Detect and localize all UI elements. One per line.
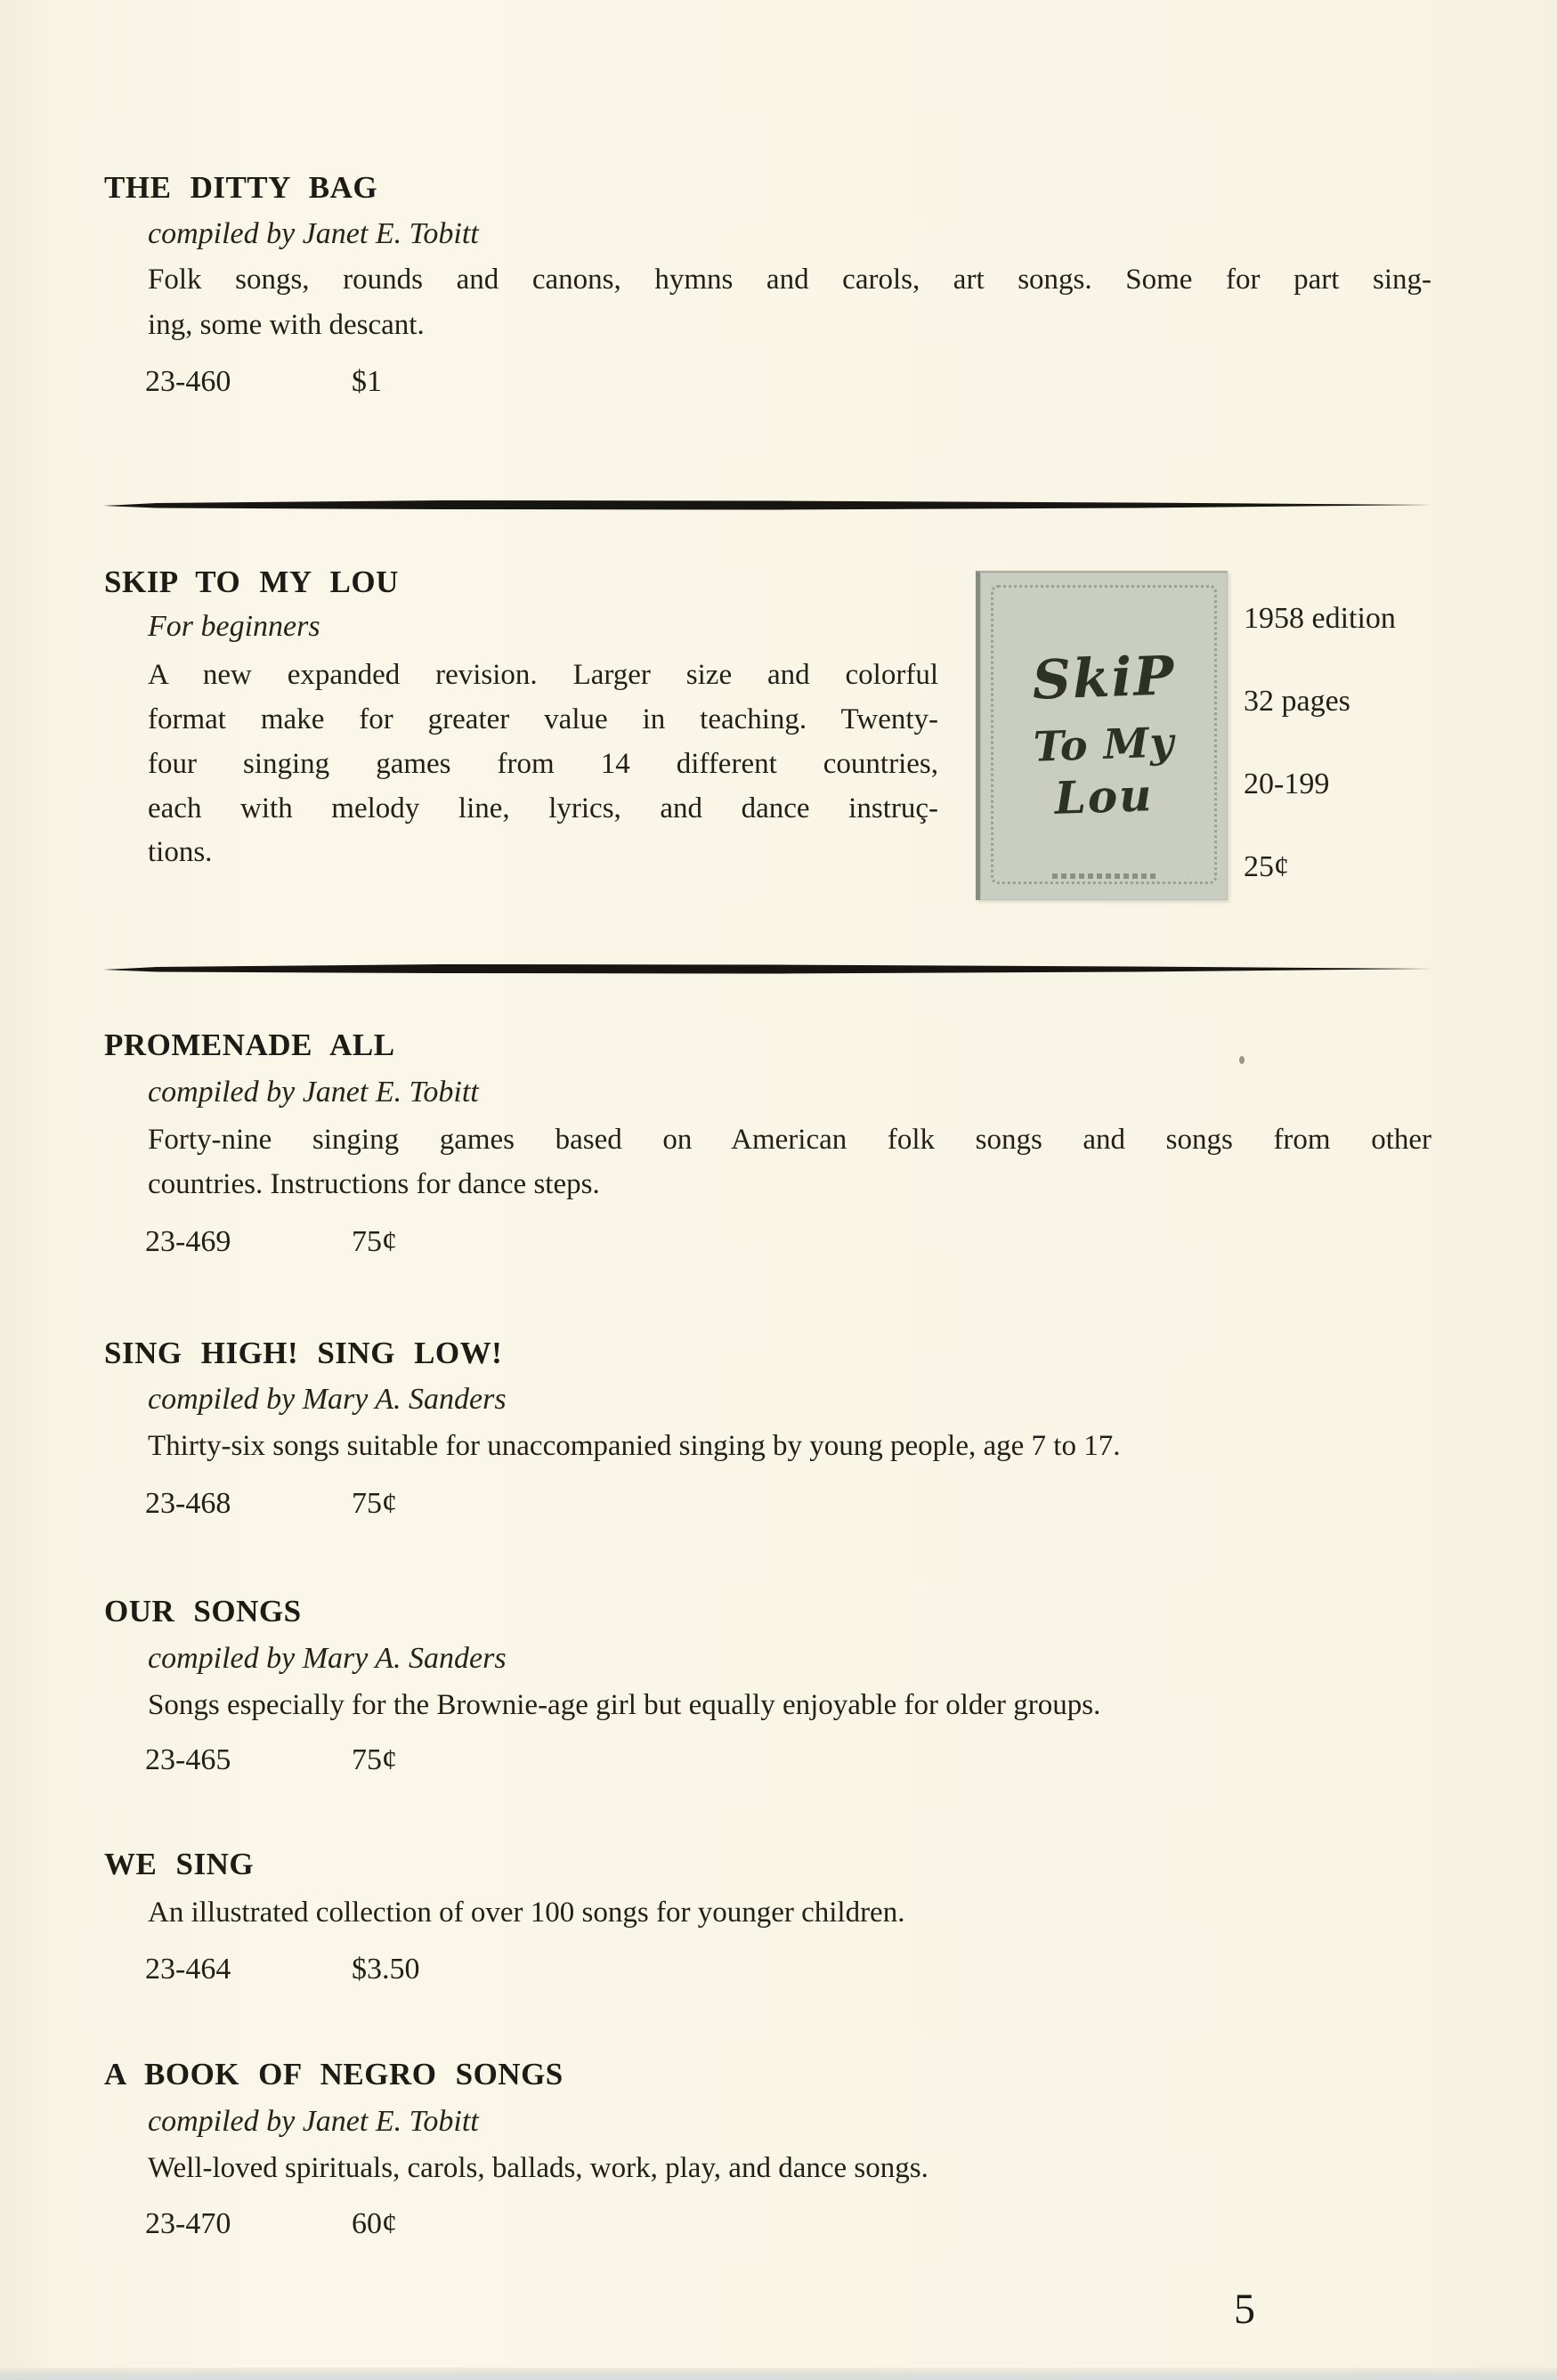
section-divider — [103, 963, 1431, 975]
book-title: OUR SONGS — [104, 1594, 302, 1629]
book-title: PROMENADE ALL — [104, 1028, 395, 1062]
catalog-number: 23-464 — [145, 1953, 231, 1986]
book-description-line: tions. — [148, 836, 213, 868]
book-byline: compiled by Janet E. Tobitt — [148, 217, 479, 250]
catalog-number: 23-460 — [145, 365, 231, 398]
price: 75¢ — [352, 1743, 397, 1776]
price: 75¢ — [352, 1487, 397, 1520]
book-description-line: format make for greater value in teaching. Twenty- — [148, 703, 938, 735]
book-description-line: four singing games from 14 different countries, — [148, 748, 938, 780]
divider-rule — [103, 963, 1431, 975]
book-title: SKIP TO MY LOU — [104, 565, 399, 599]
book-title: WE SING — [104, 1847, 255, 1881]
book-cover-image — [976, 571, 1228, 900]
book-description-line: ing, some with descant. — [148, 309, 425, 341]
catalog-number: 23-465 — [145, 1743, 231, 1776]
price: 60¢ — [352, 2207, 397, 2240]
cover-caption-decoration — [1052, 873, 1156, 879]
edition-detail: 1958 edition — [1244, 602, 1396, 635]
price: $3.50 — [352, 1953, 420, 1986]
edition-details — [1244, 600, 1396, 886]
price: 75¢ — [352, 1225, 397, 1258]
edition-detail: 25¢ — [1244, 850, 1289, 883]
price: $1 — [352, 365, 382, 398]
book-description-line: countries. Instructions for dance steps. — [148, 1168, 600, 1200]
book-byline: compiled by Janet E. Tobitt — [148, 2105, 479, 2138]
book-title: SING HIGH! SING LOW! — [104, 1336, 503, 1370]
book-description-line: An illustrated collection of over 100 songs for younger children. — [148, 1897, 905, 1929]
cover-title-line: To My — [1032, 718, 1176, 771]
book-title: A BOOK OF NEGRO SONGS — [104, 2057, 564, 2092]
edition-detail: 32 pages — [1244, 685, 1350, 718]
book-byline: compiled by Janet E. Tobitt — [148, 1076, 479, 1109]
book-description-line: each with melody line, lyrics, and dance instruç- — [148, 792, 938, 824]
section-divider — [103, 500, 1431, 511]
divider-rule — [103, 500, 1431, 511]
scan-artifact-dot — [1239, 1056, 1245, 1064]
book-byline: For beginners — [148, 610, 320, 643]
book-description-line: Songs especially for the Brownie-age girl but equally enjoyable for older groups. — [148, 1689, 1101, 1721]
cover-title-line: Lou — [1053, 768, 1155, 824]
book-description-line: Forty-nine singing games based on American folk songs and songs from other — [148, 1124, 1431, 1156]
edition-detail: 20-199 — [1244, 768, 1330, 800]
book-description-line: Thirty-six songs suitable for unaccompanied singing by young people, age 7 to 17. — [148, 1430, 1121, 1462]
scan-bottom-edge — [0, 2368, 1557, 2380]
book-title: THE DITTY BAG — [104, 170, 378, 205]
book-description-line: Well-loved spirituals, carols, ballads, work, play, and dance songs. — [148, 2152, 929, 2184]
book-byline: compiled by Mary A. Sanders — [148, 1642, 507, 1675]
catalog-number: 23-470 — [145, 2207, 231, 2240]
catalog-number: 23-469 — [145, 1225, 231, 1258]
cover-title-line: SkiP — [1031, 645, 1177, 712]
book-description-line: Folk songs, rounds and canons, hymns and carols, art songs. Some for part sing- — [148, 264, 1431, 296]
catalog-number: 23-468 — [145, 1487, 231, 1520]
book-byline: compiled by Mary A. Sanders — [148, 1383, 507, 1416]
book-description-line: A new expanded revision. Larger size and colorful — [148, 659, 938, 691]
page-number: 5 — [1234, 2286, 1255, 2333]
